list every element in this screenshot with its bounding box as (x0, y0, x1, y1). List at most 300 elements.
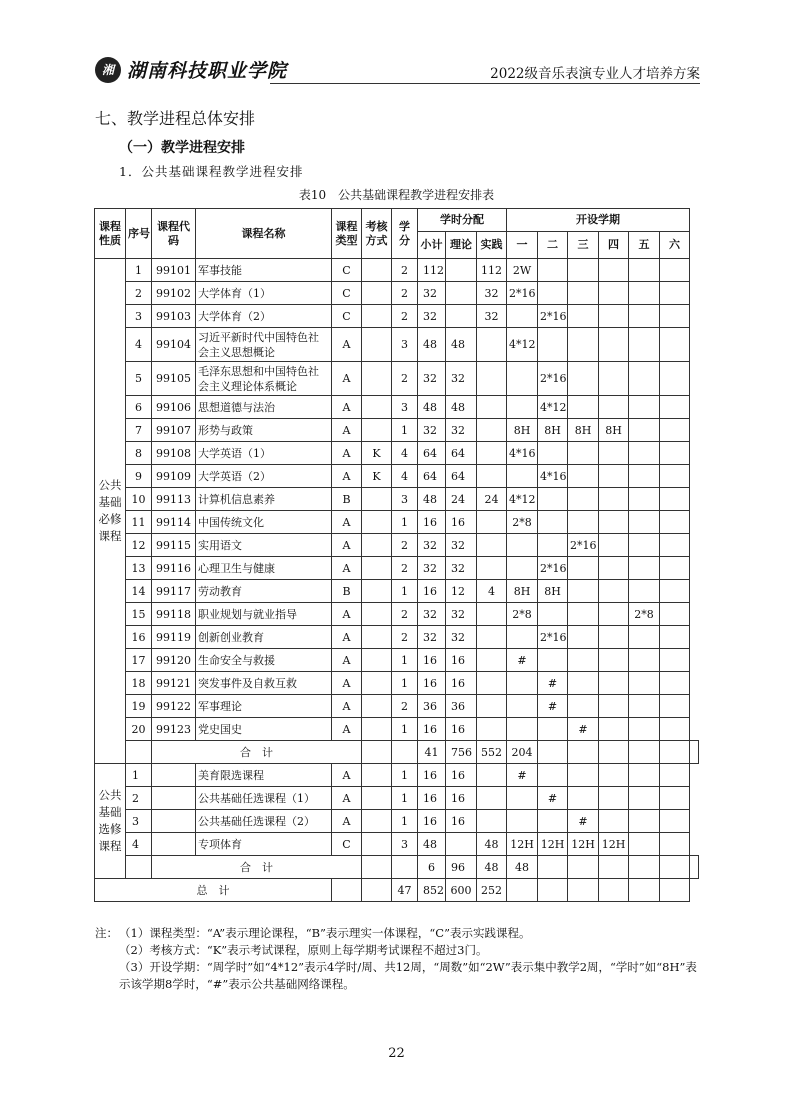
course-type-cell: A (332, 362, 362, 396)
table-row (95, 787, 699, 810)
course-name-cell: 劳动教育 (196, 580, 332, 603)
course-type-cell: A (332, 557, 362, 580)
seq-cell: 10 (126, 488, 152, 511)
semester-4-cell (599, 557, 629, 580)
semester-5-cell (629, 649, 660, 672)
semester-6-cell (660, 603, 690, 626)
header-assessment: 考核方式 (362, 209, 392, 259)
assessment-cell (362, 649, 392, 672)
grand-total-label: 总 计 (95, 879, 332, 902)
note-item (95, 925, 700, 942)
course-code-cell (152, 764, 196, 787)
header-sem-3: 三 (568, 232, 599, 259)
hours-total-cell: 48 (418, 488, 446, 511)
credit-cell: 3 (392, 328, 418, 362)
hours-total-cell: 16 (418, 672, 446, 695)
hours-theory-cell: 32 (446, 603, 477, 626)
header-seq: 序号 (126, 209, 152, 259)
table-row (95, 833, 699, 856)
semester-2-cell: 12H (538, 833, 568, 856)
semester-1-cell (507, 465, 538, 488)
seq-cell: 16 (126, 626, 152, 649)
seq-cell: 6 (126, 396, 152, 419)
semester-5-cell (629, 810, 660, 833)
semester-6-cell (660, 534, 690, 557)
header-sem-2: 二 (538, 232, 568, 259)
course-code-cell: 99116 (152, 557, 196, 580)
seq-cell: 8 (126, 442, 152, 465)
semester-4-cell (599, 672, 629, 695)
page-header (95, 56, 700, 86)
semester-1-cell: 8H (507, 419, 538, 442)
seq-cell: 5 (126, 362, 152, 396)
course-name-cell: 实用语文 (196, 534, 332, 557)
table-row (95, 764, 699, 787)
semester-5-cell (629, 282, 660, 305)
credit-cell: 1 (392, 787, 418, 810)
semester-5-cell (629, 787, 660, 810)
hours-practice-cell (477, 603, 507, 626)
table-row (95, 718, 699, 741)
table-row (95, 695, 699, 718)
assessment-cell (362, 764, 392, 787)
semester-3-cell: # (568, 718, 599, 741)
subtotal-hours-practice-cell: 204 (507, 741, 538, 764)
college-seal-icon: 湘 (95, 57, 121, 83)
course-type-cell: A (332, 603, 362, 626)
semester-2-cell: 2*16 (538, 305, 568, 328)
assessment-cell (362, 810, 392, 833)
semester-1-cell (507, 626, 538, 649)
hours-theory-cell: 36 (446, 695, 477, 718)
note-text: （1）课程类型：“A”表示理论课程，“B”表示理实一体课程，“C”表示实践课程。 (119, 926, 531, 940)
header-hours-total: 小计 (418, 232, 446, 259)
seq-cell: 7 (126, 419, 152, 442)
semester-1-cell (507, 787, 538, 810)
semester-1-cell: 2W (507, 259, 538, 282)
header-rule (270, 83, 700, 84)
semester-3-cell (568, 695, 599, 718)
semester-1-cell: 2*8 (507, 603, 538, 626)
course-type-cell: A (332, 810, 362, 833)
semester-5-cell (629, 488, 660, 511)
hours-practice-cell (477, 328, 507, 362)
course-name-cell: 突发事件及自救互救 (196, 672, 332, 695)
semester-2-cell (538, 259, 568, 282)
subtotal-semester-3-cell (599, 741, 629, 764)
semester-5-cell (629, 534, 660, 557)
assessment-cell (362, 580, 392, 603)
hours-practice-cell (477, 419, 507, 442)
semester-2-cell: 4*12 (538, 396, 568, 419)
semester-5-cell (629, 511, 660, 534)
table-row (95, 305, 699, 328)
hours-practice-cell: 24 (477, 488, 507, 511)
semester-1-cell: 4*16 (507, 442, 538, 465)
hours-total-cell: 32 (418, 305, 446, 328)
subtotal-hours-theory-cell: 552 (477, 741, 507, 764)
assessment-cell (362, 672, 392, 695)
subtotal-hours-theory-cell: 48 (477, 856, 507, 879)
semester-3-cell (568, 305, 599, 328)
grand-total-semester-3-cell (568, 879, 599, 902)
semester-6-cell (660, 672, 690, 695)
header-sem-4: 四 (599, 232, 629, 259)
hours-practice-cell (477, 718, 507, 741)
hours-practice-cell (477, 810, 507, 833)
hours-practice-cell (477, 557, 507, 580)
seq-cell: 20 (126, 718, 152, 741)
hours-total-cell: 16 (418, 764, 446, 787)
grand-total-semester-6-cell (660, 879, 690, 902)
seq-cell: 3 (126, 305, 152, 328)
grand-total-hours-theory-cell: 600 (446, 879, 477, 902)
header-course-code: 课程代码 (152, 209, 196, 259)
semester-3-cell (568, 557, 599, 580)
semester-3-cell (568, 511, 599, 534)
semester-5-cell (629, 465, 660, 488)
semester-2-cell (538, 718, 568, 741)
seq-cell: 15 (126, 603, 152, 626)
hours-total-cell: 32 (418, 534, 446, 557)
credit-cell: 2 (392, 603, 418, 626)
course-code-cell: 99103 (152, 305, 196, 328)
course-code-cell: 99122 (152, 695, 196, 718)
course-code-cell (152, 787, 196, 810)
semester-3-cell (568, 328, 599, 362)
semester-3-cell (568, 626, 599, 649)
semester-2-cell (538, 810, 568, 833)
seq-cell: 11 (126, 511, 152, 534)
hours-total-cell: 112 (418, 259, 446, 282)
semester-6-cell (660, 557, 690, 580)
semester-5-cell (629, 626, 660, 649)
assessment-cell: K (362, 442, 392, 465)
semester-1-cell (507, 672, 538, 695)
semester-4-cell (599, 718, 629, 741)
hours-total-cell: 48 (418, 396, 446, 419)
course-name-cell: 中国传统文化 (196, 511, 332, 534)
hours-total-cell: 64 (418, 442, 446, 465)
course-code-cell: 99113 (152, 488, 196, 511)
section-title: 七、教学进程总体安排 (95, 109, 256, 128)
hours-theory-cell: 16 (446, 672, 477, 695)
semester-2-cell (538, 488, 568, 511)
semester-1-cell (507, 534, 538, 557)
assessment-cell (362, 419, 392, 442)
subtotal-semester-3-cell (599, 856, 629, 879)
semester-3-cell (568, 764, 599, 787)
hours-practice-cell (477, 396, 507, 419)
hours-total-cell: 16 (418, 580, 446, 603)
hours-theory-cell: 12 (446, 580, 477, 603)
semester-3-cell (568, 580, 599, 603)
semester-3-cell: 2*16 (568, 534, 599, 557)
semester-4-cell (599, 810, 629, 833)
semester-3-cell (568, 362, 599, 396)
subtotal-semester-4-cell (629, 741, 660, 764)
semester-1-cell: 2*16 (507, 282, 538, 305)
semester-5-cell (629, 442, 660, 465)
grand-total-empty-cell (362, 879, 392, 902)
semester-1-cell (507, 557, 538, 580)
course-code-cell: 99108 (152, 442, 196, 465)
semester-6-cell (660, 419, 690, 442)
subtotal-empty-cell (392, 856, 418, 879)
table-row (95, 534, 699, 557)
semester-1-cell (507, 362, 538, 396)
assessment-cell (362, 534, 392, 557)
hours-practice-cell (477, 534, 507, 557)
credit-cell: 3 (392, 488, 418, 511)
semester-2-cell: 8H (538, 580, 568, 603)
header-course-nature: 课程性质 (95, 209, 126, 259)
semester-5-cell (629, 259, 660, 282)
course-name-cell: 专项体育 (196, 833, 332, 856)
assessment-cell (362, 305, 392, 328)
subtotal-credit-cell: 41 (418, 741, 446, 764)
semester-6-cell (660, 695, 690, 718)
course-type-cell: A (332, 419, 362, 442)
table-body (95, 259, 699, 902)
semester-4-cell (599, 305, 629, 328)
course-name-cell: 军事理论 (196, 695, 332, 718)
course-type-cell: C (332, 305, 362, 328)
assessment-cell (362, 695, 392, 718)
hours-total-cell: 32 (418, 557, 446, 580)
semester-4-cell (599, 362, 629, 396)
course-code-cell: 99114 (152, 511, 196, 534)
semester-6-cell (660, 259, 690, 282)
semester-1-cell: 4*12 (507, 328, 538, 362)
table-row (95, 259, 699, 282)
hours-theory-cell: 32 (446, 362, 477, 396)
semester-3-cell (568, 282, 599, 305)
course-type-cell: A (332, 787, 362, 810)
semester-4-cell (599, 603, 629, 626)
course-code-cell: 99109 (152, 465, 196, 488)
course-code-cell: 99115 (152, 534, 196, 557)
hours-practice-cell: 32 (477, 282, 507, 305)
table-row (95, 419, 699, 442)
course-type-cell: A (332, 465, 362, 488)
semester-5-cell (629, 833, 660, 856)
course-name-cell: 生命安全与救援 (196, 649, 332, 672)
note-item (95, 942, 700, 959)
semester-5-cell (629, 718, 660, 741)
table-row (95, 362, 699, 396)
semester-2-cell: # (538, 672, 568, 695)
semester-2-cell (538, 328, 568, 362)
course-name-cell: 创新创业教育 (196, 626, 332, 649)
semester-6-cell (660, 580, 690, 603)
semester-5-cell (629, 396, 660, 419)
assessment-cell (362, 488, 392, 511)
header-semesters: 开设学期 (507, 209, 690, 232)
assessment-cell (362, 396, 392, 419)
seq-cell: 12 (126, 534, 152, 557)
required-category-cell: 公共基础必修课程 (95, 259, 126, 764)
table-row (95, 282, 699, 305)
hours-theory-cell: 48 (446, 396, 477, 419)
semester-1-cell: # (507, 649, 538, 672)
semester-4-cell (599, 488, 629, 511)
assessment-cell (362, 557, 392, 580)
hours-practice-cell: 48 (477, 833, 507, 856)
semester-6-cell (660, 649, 690, 672)
hours-total-cell: 32 (418, 603, 446, 626)
course-name-cell: 计算机信息素养 (196, 488, 332, 511)
table-row (95, 442, 699, 465)
semester-4-cell (599, 695, 629, 718)
course-name-cell: 党史国史 (196, 718, 332, 741)
course-code-cell: 99104 (152, 328, 196, 362)
assessment-cell (362, 787, 392, 810)
semester-6-cell (660, 362, 690, 396)
semester-1-cell (507, 305, 538, 328)
grand-total-hours-practice-cell: 252 (477, 879, 507, 902)
credit-cell: 3 (392, 396, 418, 419)
semester-6-cell (660, 626, 690, 649)
credit-cell: 1 (392, 649, 418, 672)
course-name-cell: 公共基础任选课程（1） (196, 787, 332, 810)
hours-theory-cell: 16 (446, 649, 477, 672)
course-type-cell: A (332, 534, 362, 557)
semester-6-cell (660, 488, 690, 511)
course-type-cell: B (332, 580, 362, 603)
semester-3-cell (568, 488, 599, 511)
course-type-cell: A (332, 442, 362, 465)
course-code-cell: 99120 (152, 649, 196, 672)
hours-theory-cell: 24 (446, 488, 477, 511)
subtotal-empty-cell (362, 856, 392, 879)
semester-2-cell: 8H (538, 419, 568, 442)
subtotal-hours-total-cell: 756 (446, 741, 477, 764)
semester-4-cell (599, 764, 629, 787)
credit-cell: 1 (392, 764, 418, 787)
grand-total-semester-1-cell (507, 879, 538, 902)
semester-4-cell (599, 534, 629, 557)
seq-cell: 13 (126, 557, 152, 580)
semester-3-cell: # (568, 810, 599, 833)
grand-total-semester-4-cell (599, 879, 629, 902)
hours-theory-cell: 16 (446, 787, 477, 810)
hours-total-cell: 32 (418, 626, 446, 649)
hours-total-cell: 16 (418, 511, 446, 534)
credit-cell: 1 (392, 511, 418, 534)
hours-total-cell: 16 (418, 810, 446, 833)
semester-3-cell (568, 672, 599, 695)
subtotal-semester-6-cell (690, 856, 699, 879)
semester-3-cell (568, 787, 599, 810)
semester-4-cell (599, 649, 629, 672)
course-type-cell: A (332, 396, 362, 419)
table-row (95, 626, 699, 649)
semester-5-cell (629, 362, 660, 396)
hours-practice-cell (477, 695, 507, 718)
seq-cell: 4 (126, 328, 152, 362)
table-row (95, 672, 699, 695)
course-name-cell: 大学英语（2） (196, 465, 332, 488)
semester-3-cell (568, 649, 599, 672)
table-row (95, 465, 699, 488)
notes-lead: 注： (95, 926, 118, 940)
subsection-title: （一）教学进程安排 (119, 140, 245, 156)
semester-2-cell (538, 282, 568, 305)
hours-theory-cell: 16 (446, 511, 477, 534)
hours-practice-cell (477, 764, 507, 787)
subtotal-semester-1-cell (538, 741, 568, 764)
course-name-cell: 大学英语（1） (196, 442, 332, 465)
course-name-cell: 美育限选课程 (196, 764, 332, 787)
course-code-cell: 99106 (152, 396, 196, 419)
semester-2-cell (538, 603, 568, 626)
table-row (95, 396, 699, 419)
seq-cell: 9 (126, 465, 152, 488)
table-row (95, 649, 699, 672)
subtotal-semester-4-cell (629, 856, 660, 879)
semester-2-cell (538, 442, 568, 465)
assessment-cell (362, 603, 392, 626)
semester-6-cell (660, 718, 690, 741)
hours-total-cell: 32 (418, 362, 446, 396)
header-course-name: 课程名称 (196, 209, 332, 259)
hours-theory-cell: 64 (446, 465, 477, 488)
seq-cell: 18 (126, 672, 152, 695)
note-text: （3）开设学期：“周学时”如“4*12”表示4学时/周、共12周，“周数”如“2W”表示集中教学2周，“学时”如“8H”表示该学期8学时，“#”表示公共基础网络课程。 (119, 960, 697, 991)
grand-total-semester-2-cell (538, 879, 568, 902)
semester-3-cell (568, 465, 599, 488)
assessment-cell (362, 511, 392, 534)
assessment-cell (362, 328, 392, 362)
page-number: 22 (388, 1046, 405, 1061)
hours-practice-cell (477, 787, 507, 810)
course-type-cell: A (332, 672, 362, 695)
semester-5-cell (629, 580, 660, 603)
semester-4-cell (599, 259, 629, 282)
header-sem-6: 六 (660, 232, 690, 259)
semester-6-cell (660, 328, 690, 362)
semester-2-cell (538, 649, 568, 672)
semester-1-cell: 8H (507, 580, 538, 603)
seq-cell: 1 (126, 764, 152, 787)
course-schedule-table (94, 208, 699, 902)
seq-cell: 17 (126, 649, 152, 672)
seq-cell: 2 (126, 787, 152, 810)
semester-4-cell (599, 396, 629, 419)
course-code-cell: 99119 (152, 626, 196, 649)
semester-4-cell (599, 511, 629, 534)
table-notes (95, 925, 700, 993)
semester-4-cell (599, 787, 629, 810)
header-hours-practice: 实践 (477, 232, 507, 259)
course-name-cell: 习近平新时代中国特色社会主义思想概论 (196, 328, 332, 362)
course-name-cell: 思想道德与法治 (196, 396, 332, 419)
header-hours-theory: 理论 (446, 232, 477, 259)
table-row (95, 328, 699, 362)
hours-practice-cell: 4 (477, 580, 507, 603)
college-name: 湖南科技职业学院 (127, 60, 288, 82)
seq-cell: 2 (126, 282, 152, 305)
semester-2-cell: 2*16 (538, 557, 568, 580)
credit-cell: 2 (392, 305, 418, 328)
assessment-cell (362, 282, 392, 305)
semester-6-cell (660, 396, 690, 419)
semester-6-cell (660, 787, 690, 810)
document-title: 2022级音乐表演专业人才培养方案 (490, 66, 700, 82)
semester-5-cell (629, 764, 660, 787)
header-hours: 学时分配 (418, 209, 507, 232)
